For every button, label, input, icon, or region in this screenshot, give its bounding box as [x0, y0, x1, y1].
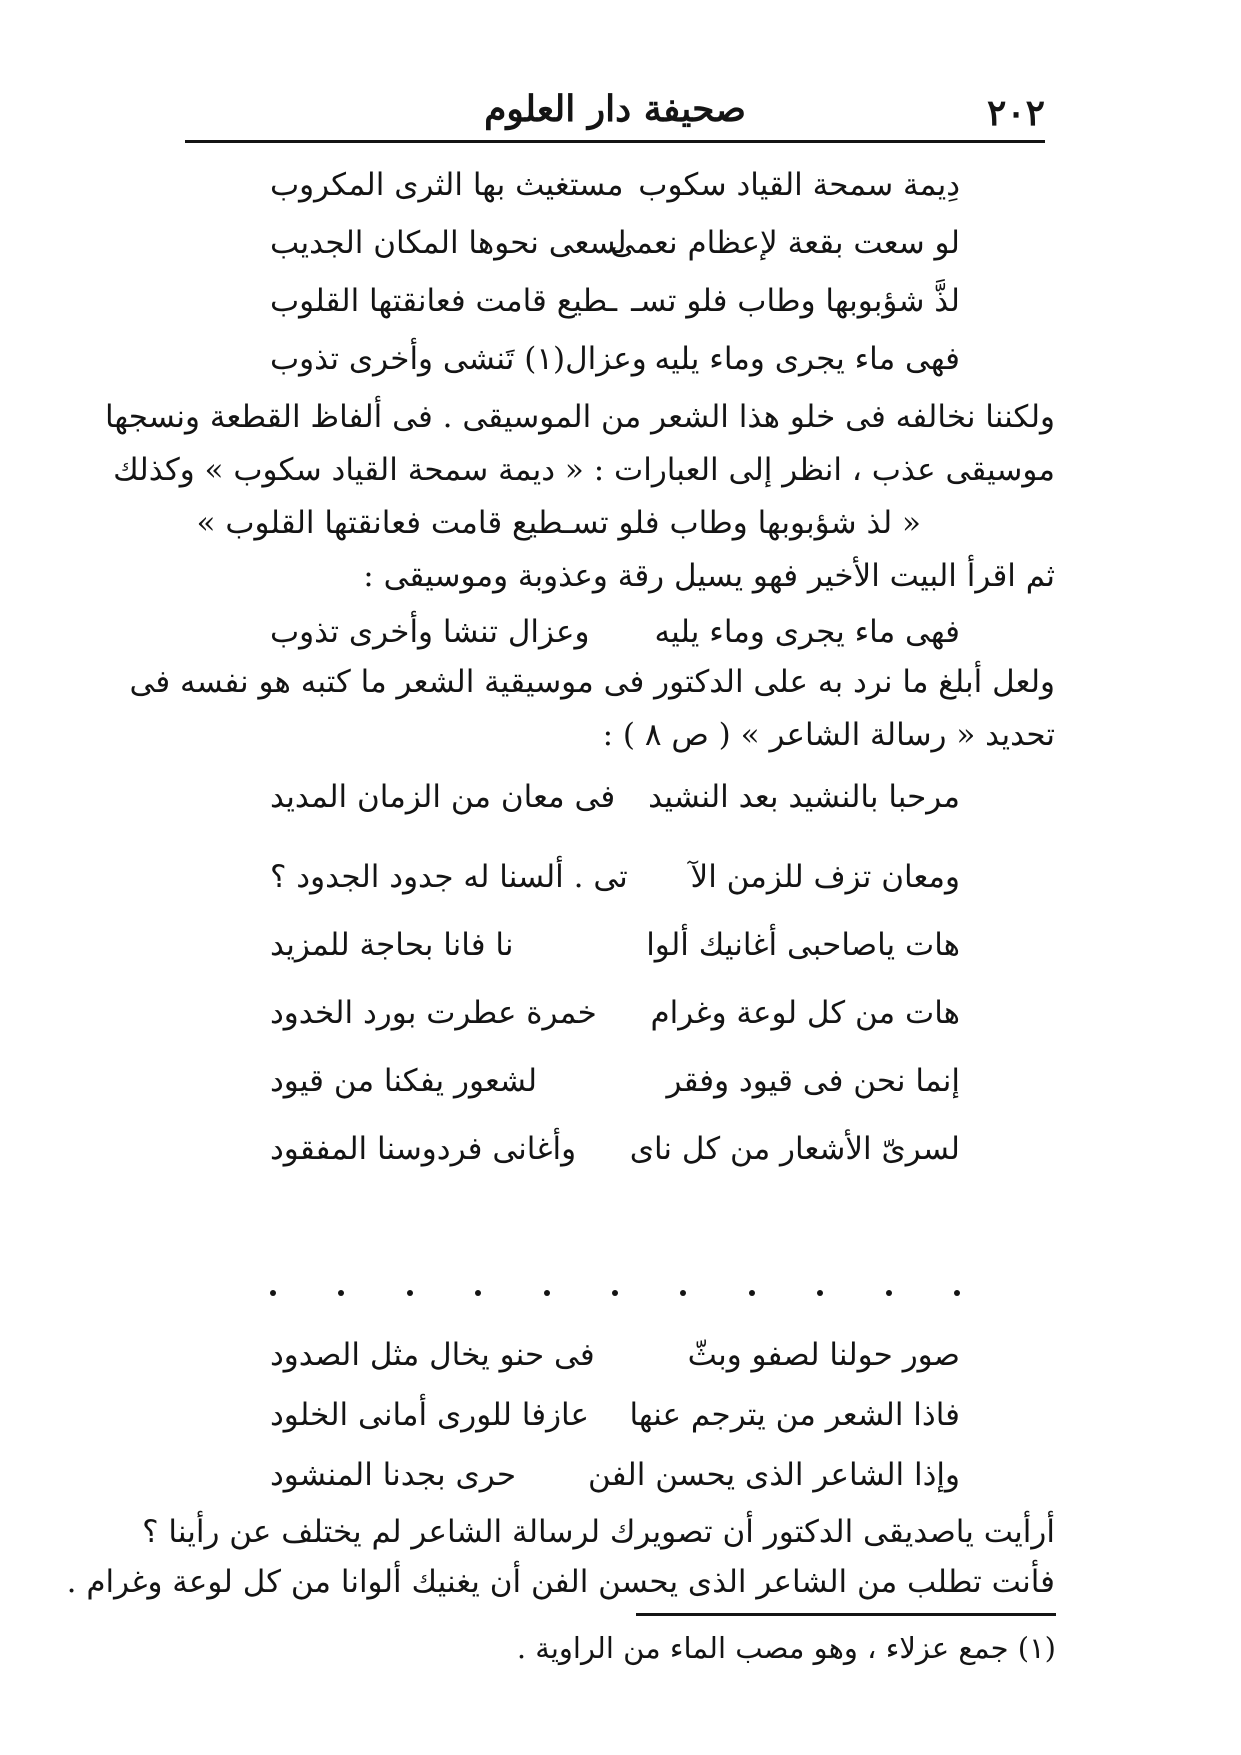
footnote-rule: [636, 1613, 1056, 1616]
verse-first-hemistich: لذَّ شؤبوبها وطاب فلو تسـ: [631, 283, 960, 319]
footnote: [517, 1626, 1056, 1670]
verse-line: [270, 1330, 960, 1380]
verse-second-hemistich: تى . ألسنا له جدود الجدود ؟: [270, 859, 628, 895]
verse-line: [270, 607, 960, 657]
verse-line: [270, 1124, 960, 1174]
verse-line: [270, 1056, 960, 1106]
verse-first-hemistich: إنما نحن فى قيود وفقر: [666, 1063, 960, 1099]
paragraph-line: ولكننا نخالفه فى خلو هذا الشعر من الموسيقى . فى ألفاظ القطعة ونسجها: [104, 399, 1055, 435]
dot: [475, 1290, 481, 1296]
verse-line: [270, 334, 960, 384]
verse-second-hemistich: لسعى نحوها المكان الجديب: [270, 225, 627, 261]
verse-first-hemistich: فهى ماء يجرى وماء يليه: [654, 341, 960, 377]
dot: [338, 1290, 344, 1296]
dot: [886, 1290, 892, 1296]
verse-second-hemistich: خمرة عطرت بورد الخدود: [270, 995, 597, 1031]
verse-first-hemistich: صور حولنا لصفو وبثّ: [687, 1337, 960, 1373]
verse-second-hemistich: مستغيث بها الثرى المكروب: [270, 167, 624, 203]
verse-line: [270, 988, 960, 1038]
verse-second-hemistich: فى حنو يخال مثل الصدود: [270, 1337, 595, 1373]
verse-line: [270, 1450, 960, 1500]
verse-first-hemistich: هات من كل لوعة وغرام: [650, 995, 960, 1031]
verse-second-hemistich: فى معان من الزمان المديد: [270, 779, 616, 815]
running-head: [185, 84, 1045, 144]
verse-first-hemistich: وإذا الشاعر الذى يحسن الفن: [588, 1457, 960, 1493]
verse-line: [270, 1390, 960, 1440]
verse-second-hemistich: حرى بجدنا المنشود: [270, 1457, 517, 1493]
verse-second-hemistich: وأغانى فردوسنا المفقود: [270, 1131, 577, 1167]
verse-first-hemistich: فهى ماء يجرى وماء يليه: [654, 614, 960, 650]
footnote-marker: (١): [1017, 1631, 1056, 1665]
dot: [749, 1290, 755, 1296]
paragraph-line: ولعل أبلغ ما نرد به على الدكتور فى موسيقية الشعر ما كتبه هو نفسه فى: [129, 664, 1055, 700]
dot: [544, 1290, 550, 1296]
verse-first-hemistich: لسرىّ الأشعار من كل ناى: [629, 1131, 960, 1167]
paragraph-line: موسيقى عذب ، انظر إلى العبارات : « ديمة سمحة القياد سكوب » وكذلك: [113, 452, 1055, 488]
dot: [680, 1290, 686, 1296]
dot: [817, 1290, 823, 1296]
verse-first-hemistich: هات ياصاحبى أغانيك ألوا: [646, 927, 960, 963]
verse-first-hemistich: لو سعت بقعة لإعظام نعمى: [610, 225, 960, 261]
paragraph-line: ثم اقرأ البيت الأخير فهو يسيل رقة وعذوبة وموسيقى :: [363, 558, 1055, 594]
header-rule: [185, 140, 1045, 143]
verse-second-hemistich: لشعور يفكنا من قيود: [270, 1063, 538, 1099]
verse-second-hemistich: نا فانا بحاجة للمزيد: [270, 927, 514, 963]
paragraph-line: أرأيت ياصديقى الدكتور أن تصويرك لرسالة الشاعر لم يختلف عن رأينا ؟: [142, 1514, 1055, 1550]
verse-line: [270, 772, 960, 822]
ellipsis-dots: [270, 1290, 960, 1320]
verse-second-hemistich: وعزال تنشا وأخرى تذوب: [270, 614, 590, 650]
running-title: صحيفة دار العلوم: [484, 88, 746, 130]
footnote-text: جمع عزلاء ، وهو مصب الماء من الراوية .: [516, 1631, 1009, 1665]
verse-first-hemistich: ومعان تزف للزمن الآ: [690, 859, 960, 895]
verse-line: [270, 920, 960, 970]
paragraph-line: تحديد « رسالة الشاعر » ( ص ٨ ) :: [602, 717, 1055, 753]
page-number: ٢٠٢: [986, 92, 1045, 134]
dot: [407, 1290, 413, 1296]
quoted-verse-line: « لذ شؤبوبها وطاب فلو تسـطيع قامت فعانقتها القلوب »: [196, 505, 921, 541]
verse-line: [270, 852, 960, 902]
verse-line: [270, 160, 960, 210]
dot: [954, 1290, 960, 1296]
verse-second-hemistich: عازفا للورى أمانى الخلود: [270, 1397, 589, 1433]
verse-first-hemistich: فاذا الشعر من يترجم عنها: [629, 1397, 960, 1433]
verse-first-hemistich: دِيمة سمحة القياد سكوب: [638, 167, 960, 203]
verse-line: [270, 276, 960, 326]
verse-second-hemistich: وعزال(١) تَنشى وأخرى تذوب: [270, 341, 647, 377]
verse-second-hemistich: ـطيع قامت فعانقتها القلوب: [270, 283, 618, 319]
verse-first-hemistich: مرحبا بالنشيد بعد النشيد: [648, 779, 960, 815]
dot: [612, 1290, 618, 1296]
verse-line: [270, 218, 960, 268]
dot: [270, 1290, 276, 1296]
paragraph-line: فأنت تطلب من الشاعر الذى يحسن الفن أن يغنيك ألوانا من كل لوعة وغرام .: [66, 1564, 1055, 1600]
